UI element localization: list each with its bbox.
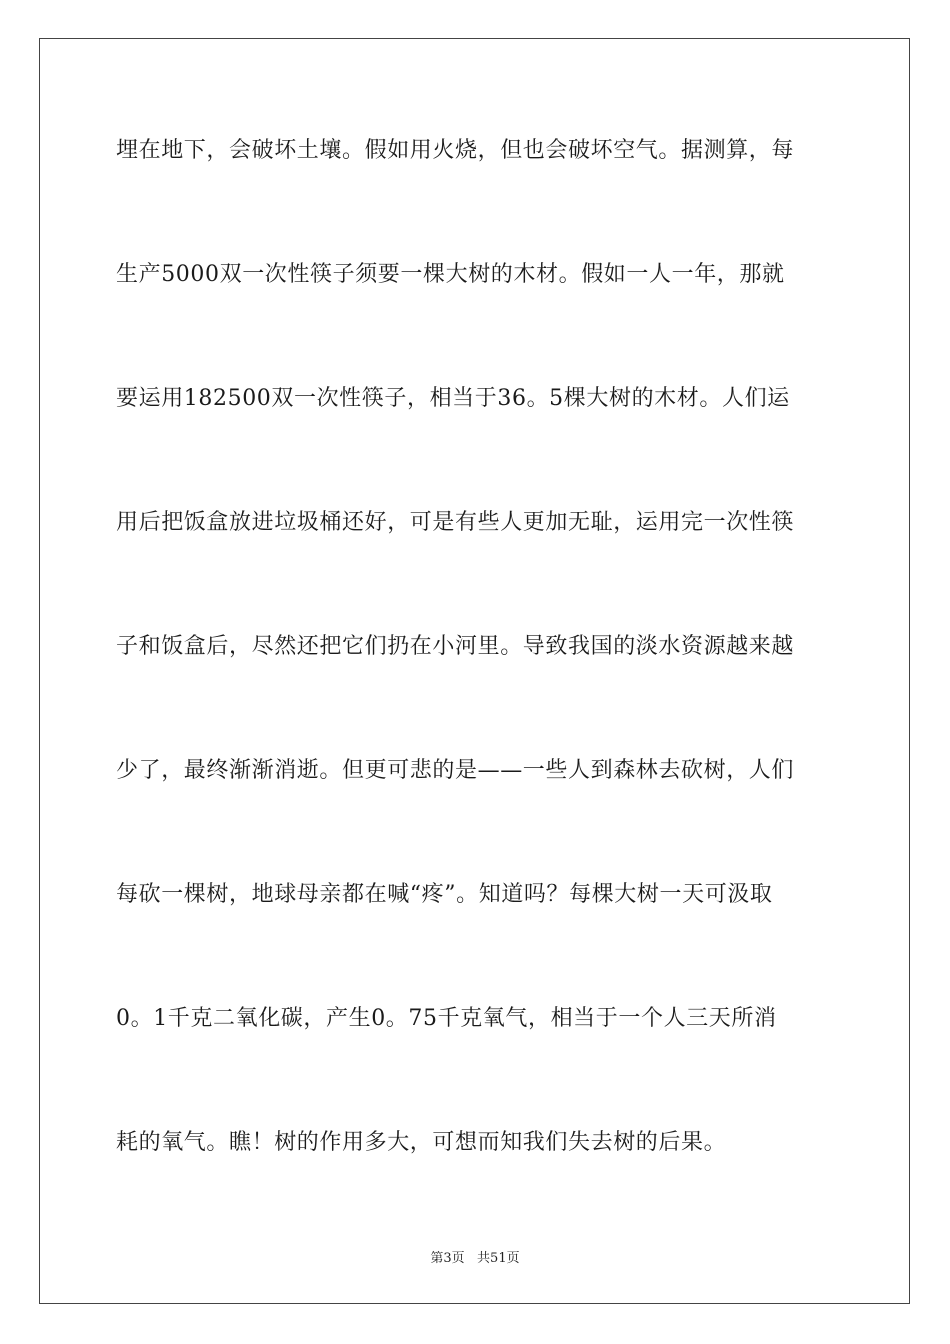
body-line-6: 少了，最终渐渐消逝。但更可悲的是——一些人到森林去砍树，人们 [116,758,795,783]
body-line-8: 0。1千克二氧化碳，产生0。75千克氧气，相当于一个人三天所消 [116,1006,777,1031]
document-body [116,128,836,1244]
page-number-footer: 第3页 共51页 [430,1251,520,1266]
body-line-2: 生产5000双一次性筷子须要一棵大树的木材。假如一人一年，那就 [116,262,785,287]
body-line-9: 耗的氧气。瞧！树的作用多大，可想而知我们失去树的后果。 [116,1130,727,1155]
body-line-5: 子和饭盒后，尽然还把它们扔在小河里。导致我国的淡水资源越来越 [116,634,795,659]
body-line-3: 要运用182500双一次性筷子，相当于36。5棵大树的木材。人们运 [116,386,790,411]
body-line-1: 埋在地下，会破坏土壤。假如用火烧，但也会破坏空气。据测算，每 [116,138,795,163]
body-line-4: 用后把饭盒放进垃圾桶还好，可是有些人更加无耻，运用完一次性筷 [116,510,795,535]
body-line-7: 每砍一棵树，地球母亲都在喊“疼”。知道吗？每棵大树一天可汲取 [116,882,773,907]
